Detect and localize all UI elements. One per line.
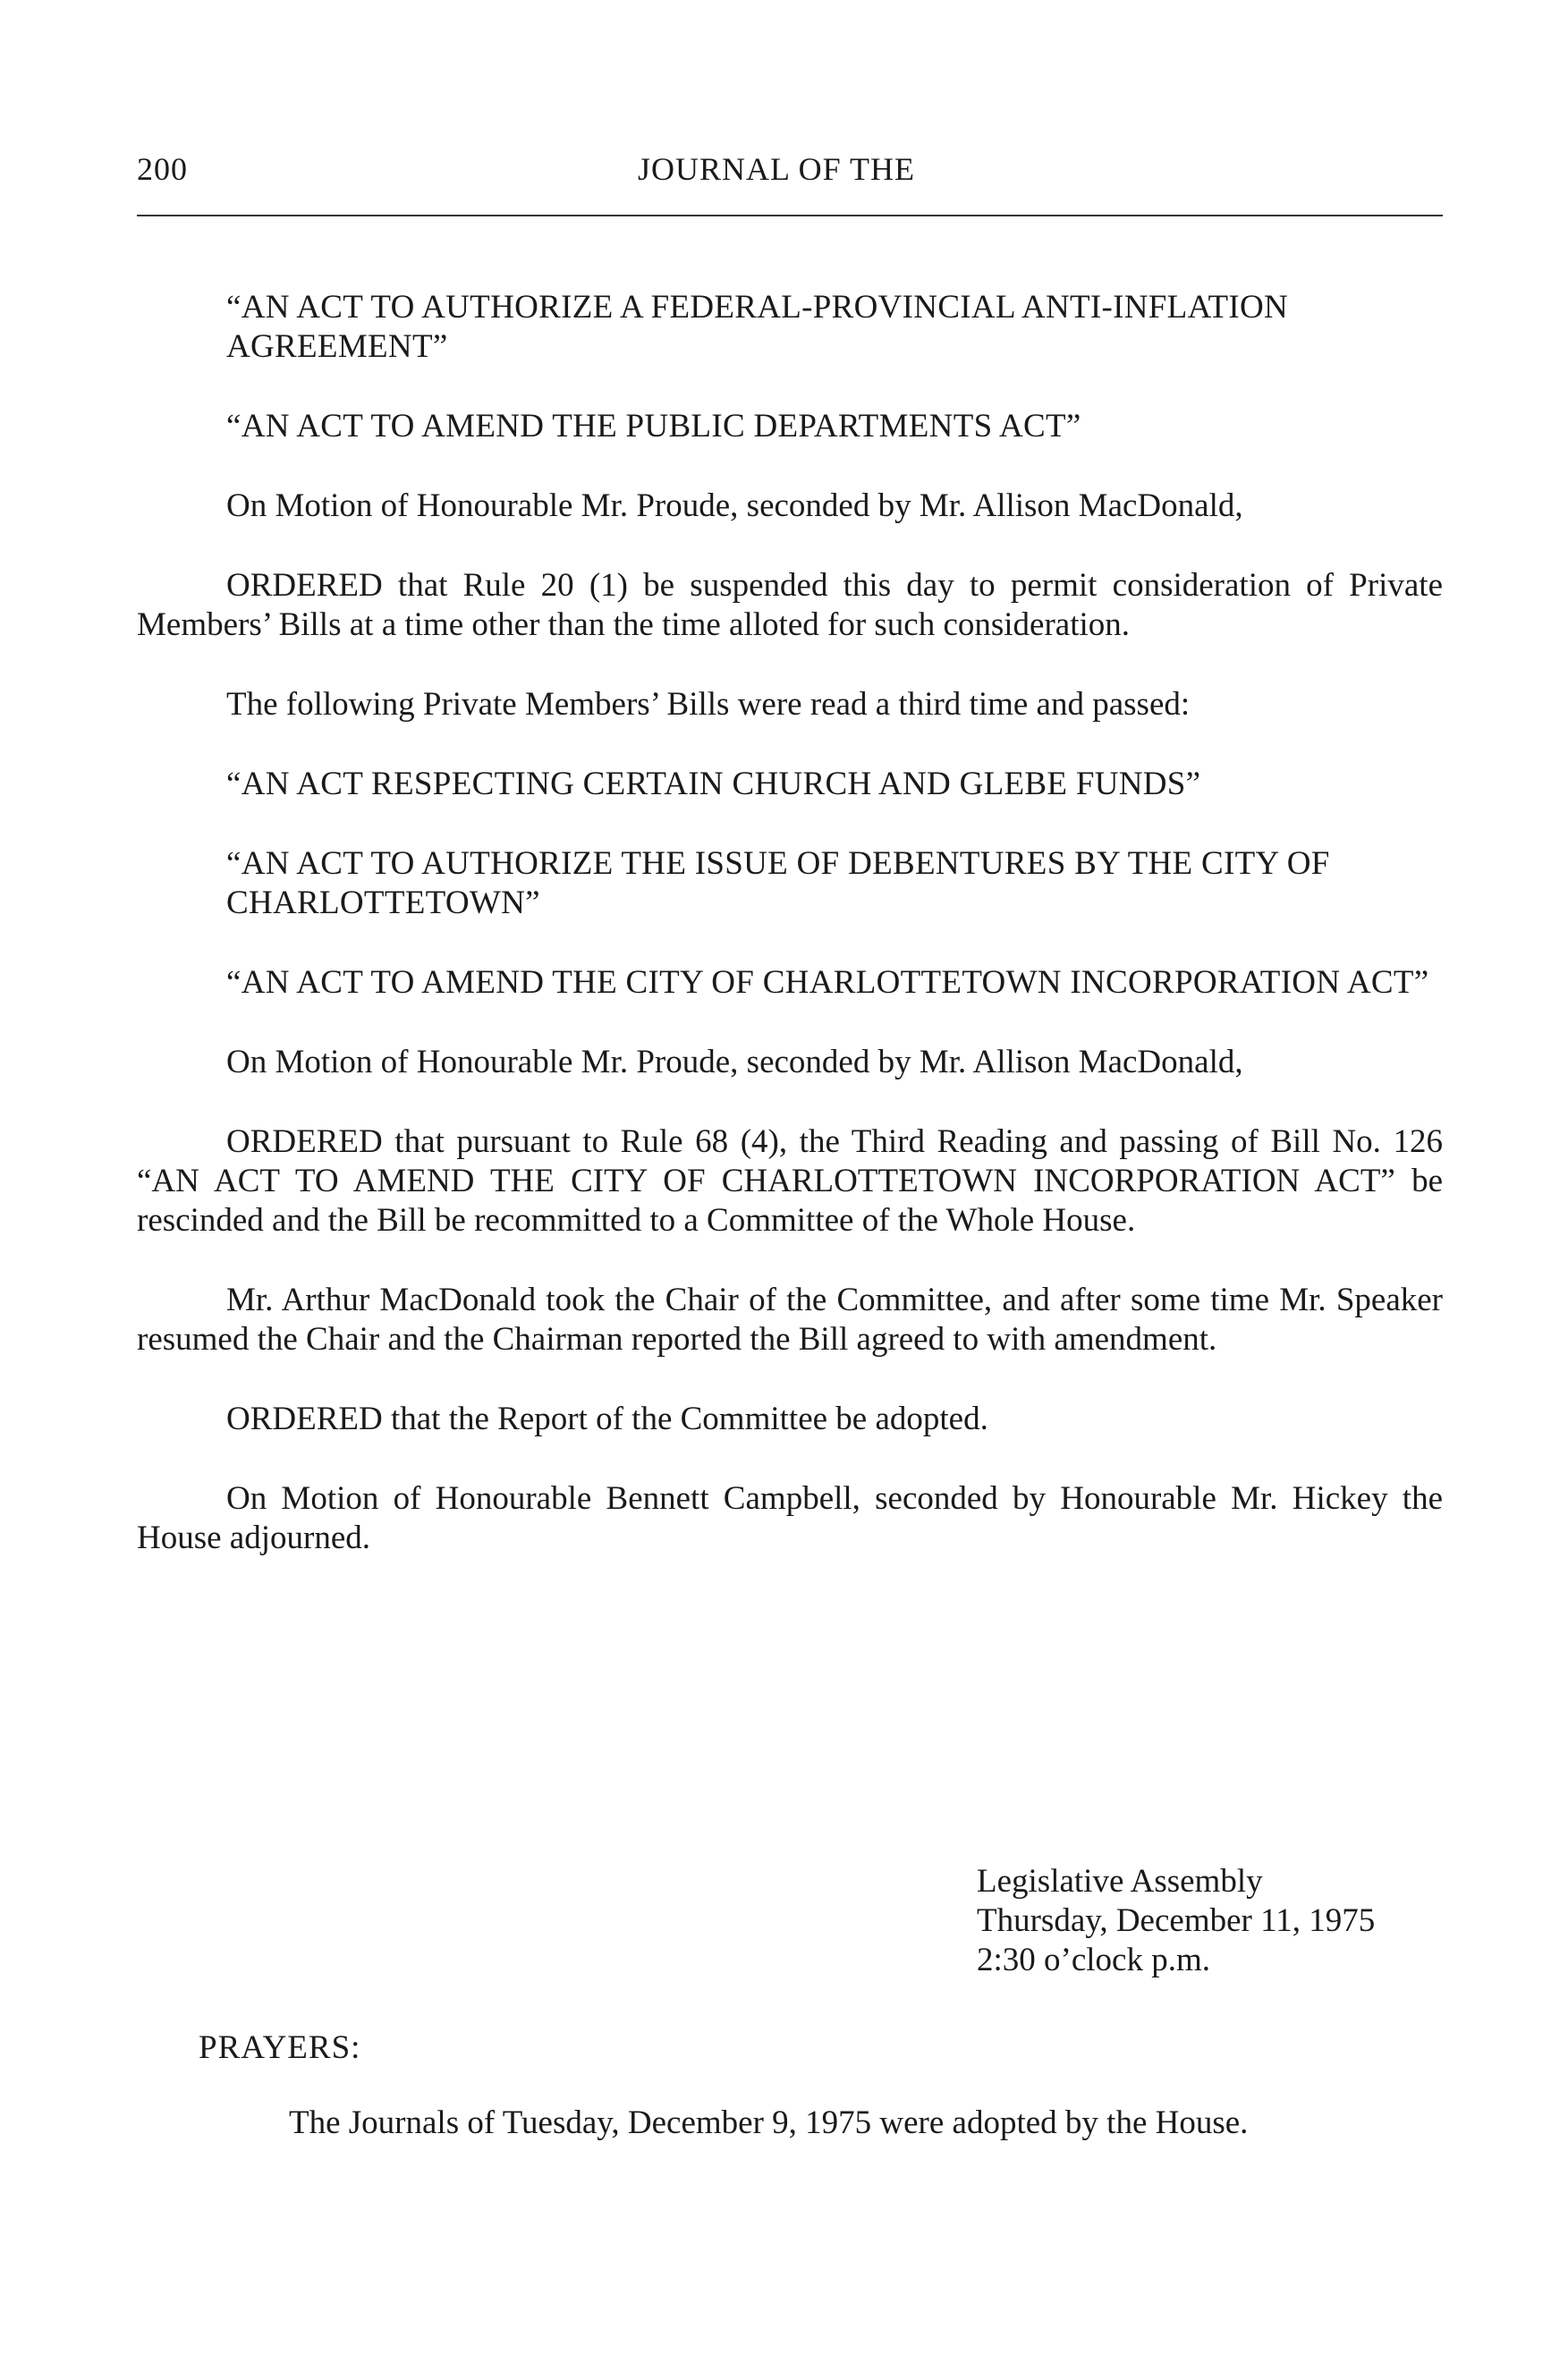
committee-report-paragraph: Mr. Arthur MacDonald took the Chair of the Committee, and after some time Mr. Speaker resumed the Chair and the Chairman reported the Bill agreed to with amendment. (137, 1282, 1443, 1358)
adjournment-motion: On Motion of Honourable Bennett Campbell, seconded by Honourable Mr. Hickey the House adjourned. (137, 1480, 1443, 1556)
header-rule (137, 215, 1443, 216)
page-number: 200 (137, 151, 188, 187)
sitting-time: 2:30 o’clock p.m. (977, 1942, 1211, 1978)
order-rule-suspension: ORDERED that Rule 20 (1) be suspended this day to permit consideration of Private Members’ Bills at a time other than the time alloted for such consideration. (137, 567, 1443, 643)
motion-paragraph: On Motion of Honourable Mr. Proude, seconded by Mr. Allison MacDonald, (226, 1044, 1243, 1080)
bill-title-church-glebe: “AN ACT RESPECTING CERTAIN CHURCH AND GLEBE FUNDS” (226, 766, 1201, 802)
sitting-block (977, 1862, 1375, 1980)
bill-title-anti-inflation: “AN ACT TO AUTHORIZE A FEDERAL-PROVINCIAL ANTI-INFLATION AGREEMENT” (226, 289, 1289, 365)
order-report-adopted: ORDERED that the Report of the Committee be adopted. (226, 1401, 988, 1437)
prayers-heading: PRAYERS: (199, 2029, 361, 2066)
running-title: JOURNAL OF THE (638, 151, 916, 187)
order-rescind-bill-126: ORDERED that pursuant to Rule 68 (4), the Third Reading and passing of Bill No. 126 “AN ACT TO AMEND THE CITY OF CHARLOTTETOWN INCORPORATION ACT” be rescinded and the Bill be recommitted to a Committee of the Whole House. (137, 1123, 1443, 1239)
bill-title-charlottetown-incorporation: “AN ACT TO AMEND THE CITY OF CHARLOTTETOWN INCORPORATION ACT” (226, 964, 1429, 1001)
motion-paragraph: On Motion of Honourable Mr. Proude, seconded by Mr. Allison MacDonald, (226, 487, 1243, 524)
journal-body (137, 288, 1443, 1598)
bill-title-debentures: “AN ACT TO AUTHORIZE THE ISSUE OF DEBENTURES BY THE CITY OF CHARLOTTETOWN” (226, 845, 1330, 921)
journals-adopted-line: The Journals of Tuesday, December 9, 1975 were adopted by the House. (289, 2104, 1249, 2141)
assembly-name: Legislative Assembly (977, 1863, 1263, 1900)
sitting-date: Thursday, December 11, 1975 (977, 1902, 1376, 1939)
bill-title-public-departments: “AN ACT TO AMEND THE PUBLIC DEPARTMENTS ACT” (226, 408, 1081, 445)
third-reading-intro: The following Private Members’ Bills were read a third time and passed: (226, 686, 1191, 723)
page-header (137, 150, 1443, 204)
